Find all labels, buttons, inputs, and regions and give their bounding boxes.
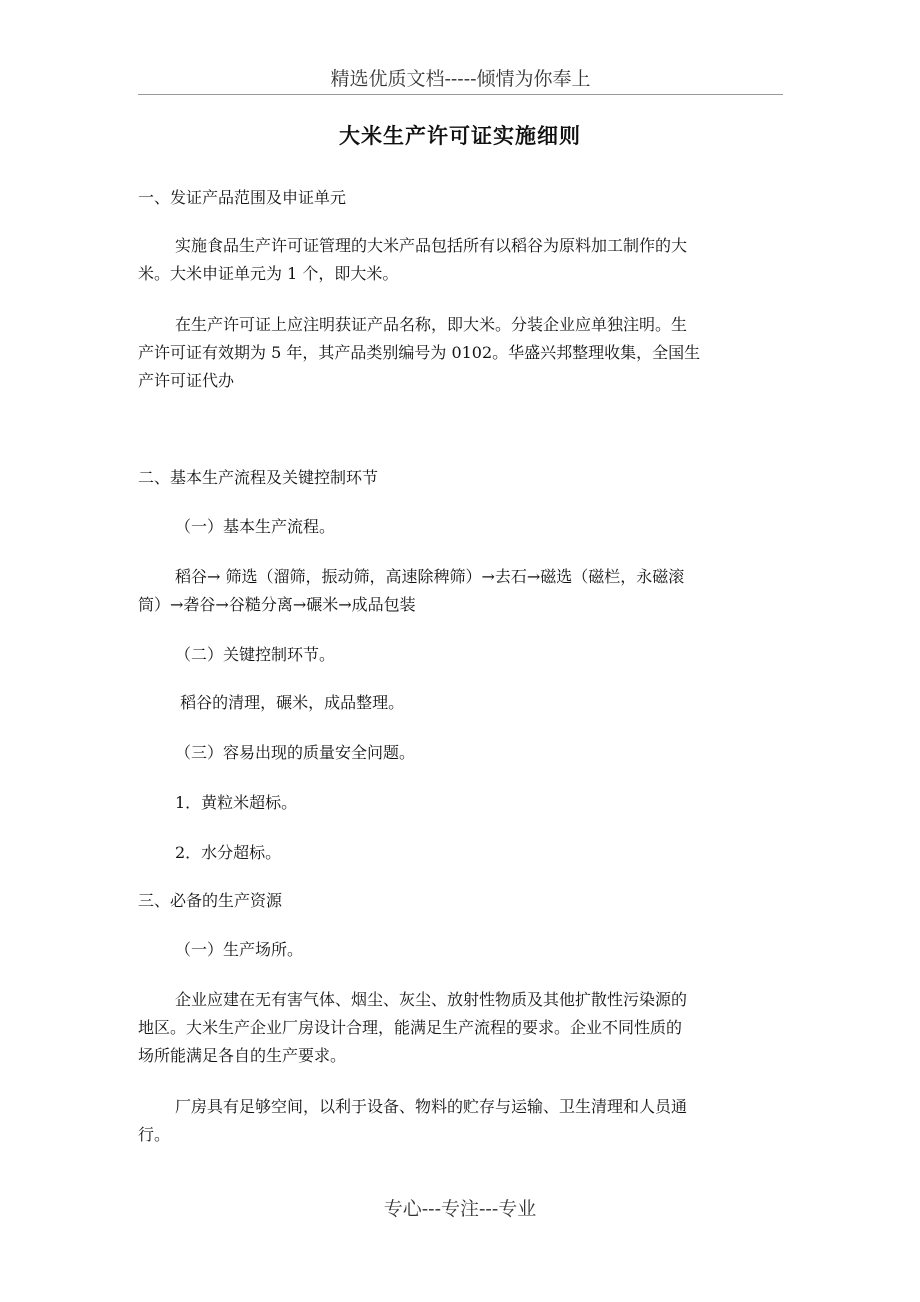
paragraph-line: 厂房具有足够空间，以利于设备、物料的贮存与运输、卫生清理和人员通 [175,1097,688,1116]
subheading: （二）关键控制环节。 [175,645,336,664]
subheading: （三）容易出现的质量安全问题。 [175,743,416,762]
list-item: 1．黄粒米超标。 [175,793,298,812]
section-heading-3: 三、必备的生产资源 [138,891,283,910]
paragraph-line: 在生产许可证上应注明获证产品名称，即大米。分装企业应单独注明。生 [175,315,688,334]
page-header: 精选优质文档-----倾情为你奉上 [138,64,783,95]
paragraph-line: 企业应建在无有害气体、烟尘、灰尘、放射性物质及其他扩散性污染源的 [175,990,688,1009]
section-heading-1: 一、发证产品范围及申证单元 [138,188,347,207]
paragraph-line: 产许可证有效期为 5 年，其产品类别编号为 0102。华盛兴邦整理收集，全国生 [138,343,701,362]
paragraph-line: 地区。大米生产企业厂房设计合理，能满足生产流程的要求。企业不同性质的 [138,1018,683,1037]
paragraph-line: 场所能满足各自的生产要求。 [138,1046,347,1065]
paragraph-line: 米。大米申证单元为 1 个，即大米。 [138,264,399,283]
list-item: 2．水分超标。 [175,843,282,862]
paragraph-line: 稻谷→ 筛选（溜筛，振动筛，高速除稗筛）→去石→磁选（磁栏，永磁滚 [175,567,685,586]
document-title: 大米生产许可证实施细则 [339,124,581,148]
section-heading-2: 二、基本生产流程及关键控制环节 [138,468,379,487]
paragraph-line: 筒）→砻谷→谷糙分离→碾米→成品包装 [138,595,416,614]
paragraph-line: 行。 [138,1125,171,1144]
page-footer: 专心---专注---专业 [383,1198,537,1220]
paragraph-line: 实施食品生产许可证管理的大米产品包括所有以稻谷为原料加工制作的大 [175,236,688,255]
subheading: （一）生产场所。 [175,940,304,959]
paragraph-line: 稻谷的清理，碾米，成品整理。 [175,693,405,712]
paragraph-line: 产许可证代办 [138,371,235,390]
subheading: （一）基本生产流程。 [175,517,336,536]
